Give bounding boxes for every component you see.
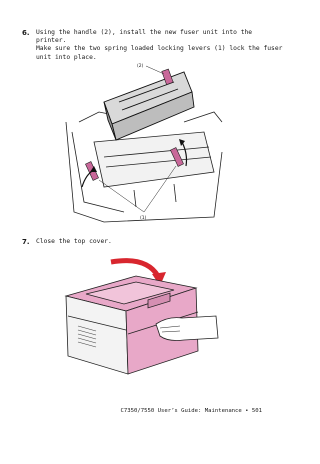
step-line: Close the top cover.: [36, 238, 112, 245]
close-cover-illustration: [56, 256, 222, 384]
step-number: 7.: [22, 238, 30, 246]
step-7: [22, 238, 284, 250]
callout-handle: (2): [137, 64, 144, 69]
step-text: [36, 238, 112, 246]
step-number: 6.: [22, 29, 30, 37]
step-line: unit into place.: [36, 53, 97, 61]
step-6: [22, 29, 284, 59]
step-line: Using the handle (2), install the new fuser unit into the printer.: [36, 29, 253, 45]
step-text: [36, 29, 284, 62]
step-line: Make sure the two spring loaded locking levers (1) lock the fuser: [36, 45, 283, 53]
page-footer: C7350/7550 User’s Guide: Maintenance • 501: [120, 408, 262, 414]
fuser-install-illustration: [64, 62, 224, 224]
callout-levers: (1): [140, 216, 147, 221]
